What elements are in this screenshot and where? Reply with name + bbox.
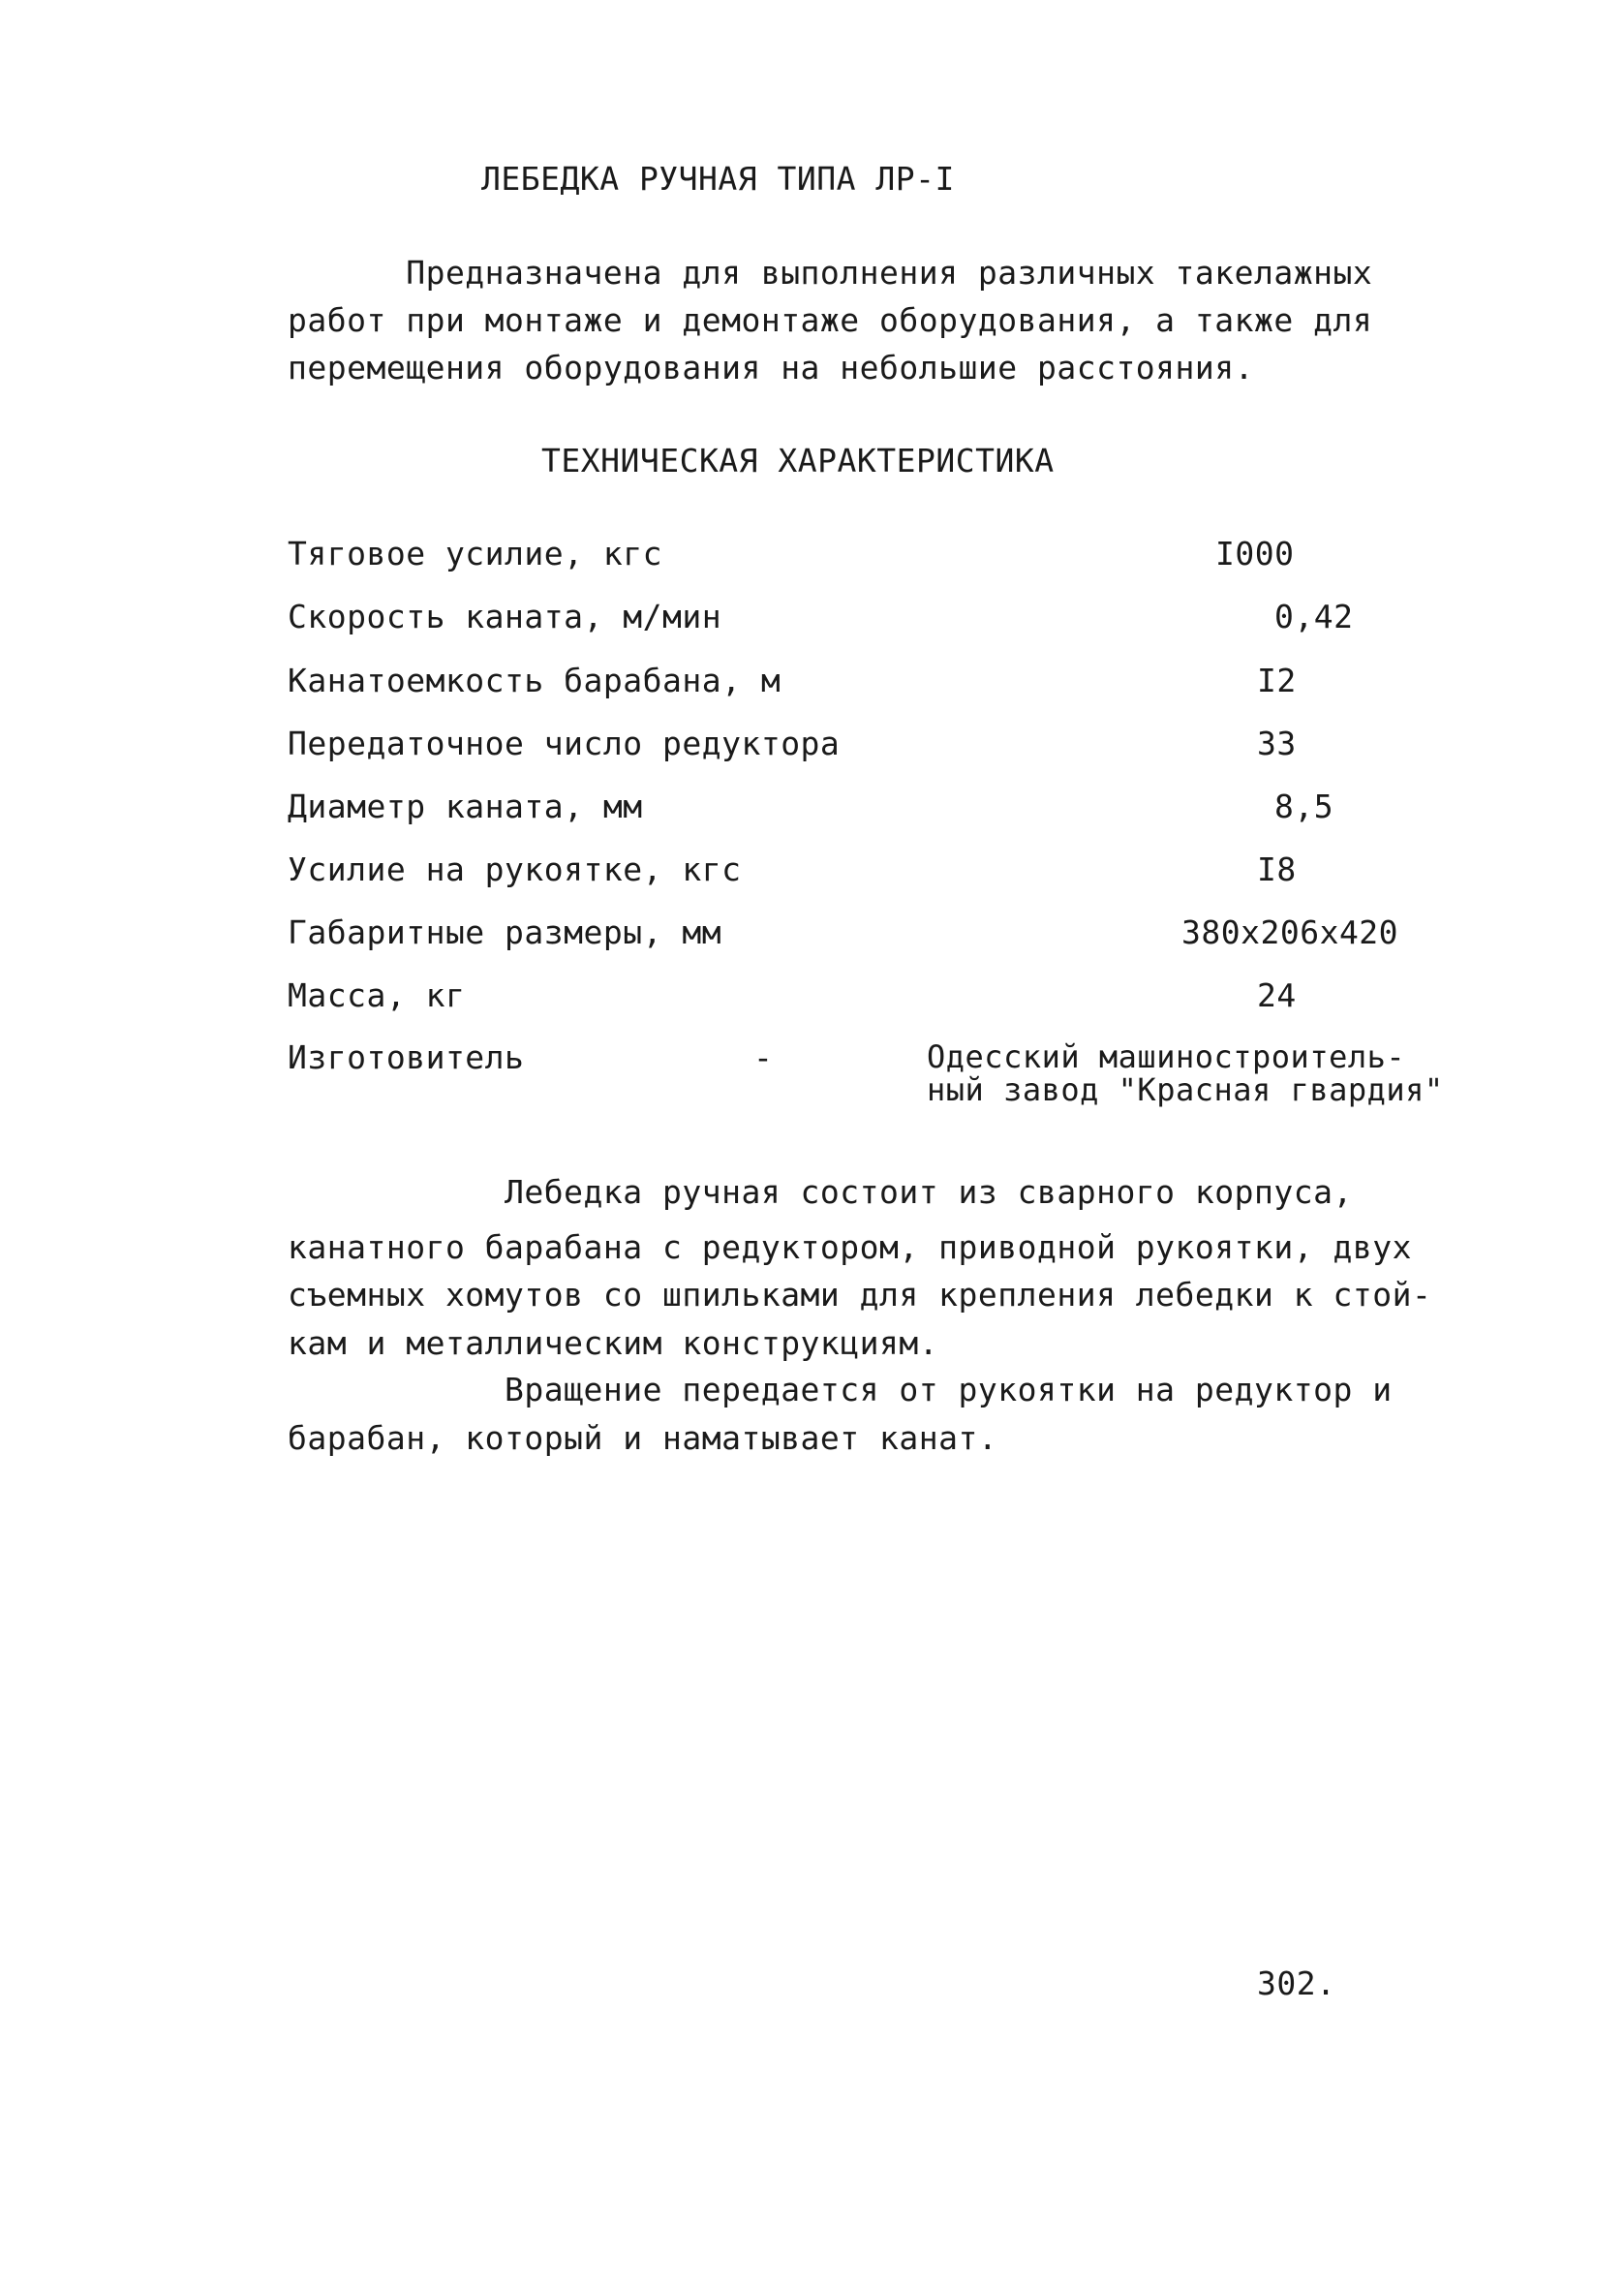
body-line: Лебедка ручная состоит из сварного корпуса,: [288, 1173, 1353, 1211]
manufacturer-dash: -: [753, 1038, 774, 1076]
page-number: 302.: [1257, 1964, 1336, 2002]
body-line: кам и металлическим конструкциям.: [288, 1324, 939, 1362]
spec-value: 8,5: [1274, 788, 1334, 825]
intro-line: работ при монтаже и демонтаже оборудования, а также для: [288, 301, 1373, 339]
spec-value: 24: [1257, 976, 1297, 1014]
spec-value: 33: [1257, 725, 1297, 762]
intro-line: перемещения оборудования на небольшие расстояния.: [288, 349, 1255, 387]
manufacturer-line: ный завод "Красная гвардия": [927, 1071, 1444, 1108]
intro-line: Предназначена для выполнения различных такелажных: [288, 254, 1373, 292]
spec-label: Тяговое усилие, кгс: [288, 535, 662, 572]
body-line: Вращение передается от рукоятки на редуктор и: [288, 1371, 1393, 1408]
spec-label: Передаточное число редуктора: [288, 725, 841, 762]
spec-value: I8: [1257, 851, 1297, 888]
spec-value: 380х206х420: [1181, 913, 1399, 951]
document-title: ЛЕБЕДКА РУЧНАЯ ТИПА ЛР-I: [481, 160, 955, 198]
spec-label: Диаметр каната, мм: [288, 788, 643, 825]
section-title: ТЕХНИЧЕСКАЯ ХАРАКТЕРИСТИКА: [541, 442, 1055, 479]
spec-value: 0,42: [1274, 598, 1354, 635]
spec-label: Масса, кг: [288, 976, 466, 1014]
spec-label: Канатоемкость барабана, м: [288, 662, 781, 699]
body-line: канатного барабана с редуктором, приводной рукоятки, двух: [288, 1228, 1412, 1266]
body-line: съемных хомутов со шпильками для крепления лебедки к стой-: [288, 1276, 1432, 1314]
spec-label: Усилие на рукоятке, кгс: [288, 851, 742, 888]
spec-label: Скорость каната, м/мин: [288, 598, 722, 635]
body-line: барабан, который и наматывает канат.: [288, 1419, 998, 1457]
manufacturer-line: Одесский машиностроитель-: [927, 1038, 1406, 1075]
spec-value: I2: [1257, 662, 1297, 699]
spec-label: Габаритные размеры, мм: [288, 913, 722, 951]
manufacturer-label: Изготовитель: [288, 1038, 525, 1076]
spec-value: I000: [1215, 535, 1295, 572]
